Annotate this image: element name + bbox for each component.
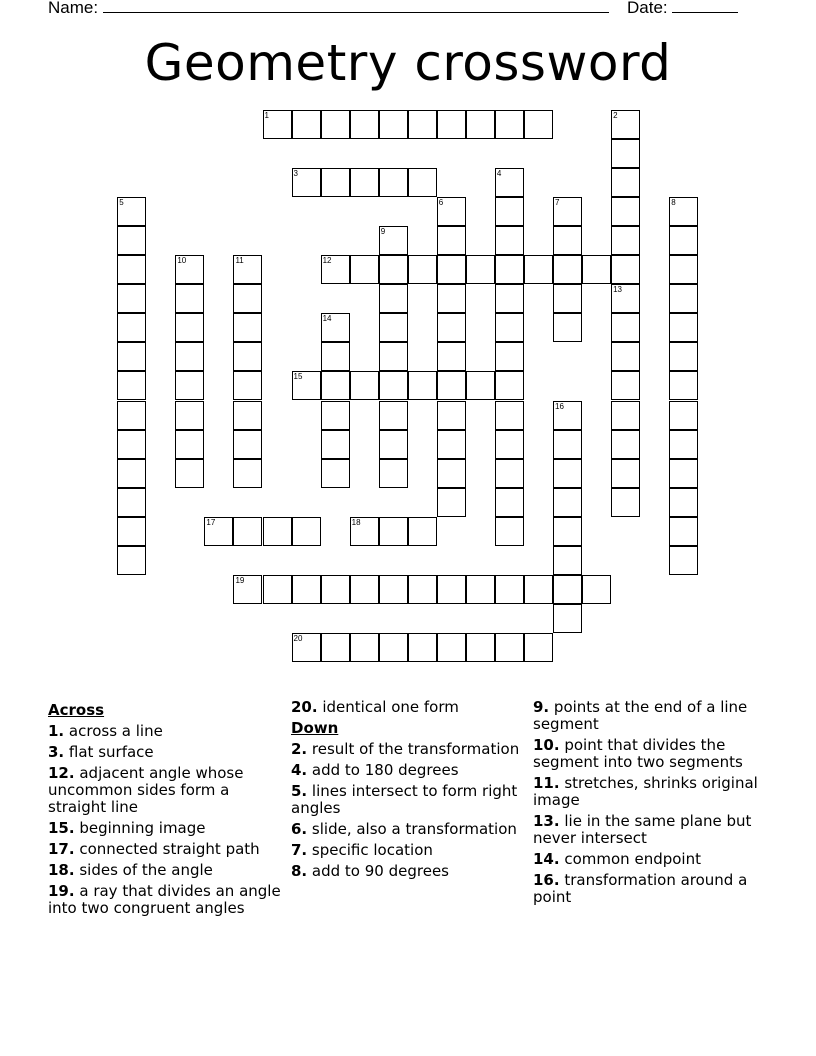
grid-cell[interactable] bbox=[379, 313, 408, 342]
grid-cell[interactable] bbox=[379, 633, 408, 662]
clue-text: specific location bbox=[311, 841, 433, 859]
grid-cell[interactable] bbox=[117, 488, 146, 517]
grid-cell[interactable] bbox=[321, 633, 350, 662]
across-clue bbox=[48, 883, 288, 917]
grid-cell[interactable] bbox=[437, 255, 466, 284]
grid-cell[interactable] bbox=[175, 342, 204, 371]
grid-cell[interactable] bbox=[611, 168, 640, 197]
down-clue bbox=[533, 813, 758, 847]
clue-number-label: 9. bbox=[533, 698, 550, 716]
clue-text: add to 90 degrees bbox=[311, 862, 449, 880]
grid-cell[interactable] bbox=[466, 255, 495, 284]
grid-cell[interactable] bbox=[321, 401, 350, 430]
grid-cell[interactable] bbox=[466, 110, 495, 139]
grid-cell[interactable] bbox=[611, 401, 640, 430]
grid-cell[interactable] bbox=[611, 255, 640, 284]
down-clue bbox=[533, 775, 758, 809]
grid-cell[interactable] bbox=[350, 371, 379, 400]
grid-cell[interactable] bbox=[553, 575, 582, 604]
clue-number: 19 bbox=[235, 575, 245, 585]
grid-cell[interactable] bbox=[321, 371, 350, 400]
grid-cell[interactable] bbox=[524, 633, 553, 662]
grid-cell[interactable] bbox=[379, 575, 408, 604]
grid-cell[interactable] bbox=[117, 313, 146, 342]
grid-cell[interactable] bbox=[524, 110, 553, 139]
grid-cell[interactable] bbox=[437, 371, 466, 400]
grid-cell[interactable] bbox=[175, 284, 204, 313]
grid-cell[interactable] bbox=[466, 633, 495, 662]
grid-cell[interactable] bbox=[292, 110, 321, 139]
clue-number-label: 19. bbox=[48, 882, 75, 900]
clue-number: 15 bbox=[293, 372, 303, 382]
grid-cell[interactable] bbox=[524, 255, 553, 284]
grid-cell[interactable] bbox=[292, 517, 321, 546]
grid-cell[interactable] bbox=[495, 284, 524, 313]
name-label: Name: bbox=[48, 0, 99, 17]
clue-number: 11 bbox=[235, 256, 244, 266]
grid-cell[interactable] bbox=[233, 313, 262, 342]
grid-cell[interactable] bbox=[350, 168, 379, 197]
grid-cell[interactable] bbox=[669, 517, 698, 546]
grid-cell[interactable] bbox=[117, 459, 146, 488]
grid-cell[interactable] bbox=[117, 401, 146, 430]
clue-number-label: 12. bbox=[48, 764, 75, 782]
grid-cell[interactable] bbox=[175, 371, 204, 400]
down-clue bbox=[291, 762, 531, 779]
clue-number: 2 bbox=[613, 111, 618, 120]
clue-number: 3 bbox=[293, 169, 298, 179]
grid-cell[interactable] bbox=[321, 110, 350, 139]
grid-cell[interactable] bbox=[437, 342, 466, 371]
grid-cell[interactable] bbox=[553, 488, 582, 517]
down-clue bbox=[533, 851, 758, 868]
clue-number-label: 2. bbox=[291, 740, 308, 758]
grid-cell[interactable] bbox=[321, 342, 350, 371]
clue-number-label: 17. bbox=[48, 840, 75, 858]
grid-cell[interactable] bbox=[669, 313, 698, 342]
clue-number-label: 20. bbox=[291, 698, 318, 716]
clue-number-label: 11. bbox=[533, 774, 560, 792]
down-clue bbox=[291, 741, 531, 758]
across-heading: Across bbox=[48, 701, 105, 719]
date-label: Date: bbox=[627, 0, 668, 17]
clue-number: 13 bbox=[613, 285, 622, 295]
grid-cell[interactable] bbox=[117, 517, 146, 546]
grid-cell[interactable] bbox=[582, 575, 611, 604]
grid-cell[interactable] bbox=[495, 226, 524, 255]
grid-cell[interactable] bbox=[437, 401, 466, 430]
clue-number-label: 16. bbox=[533, 871, 560, 889]
grid-cell[interactable] bbox=[117, 284, 146, 313]
grid-cell[interactable] bbox=[233, 401, 262, 430]
grid-cell[interactable] bbox=[611, 197, 640, 226]
grid-cell[interactable] bbox=[495, 517, 524, 546]
down-clue bbox=[533, 872, 758, 906]
clue-text: adjacent angle whose uncommon sides form a straight line bbox=[48, 764, 244, 816]
grid-cell[interactable] bbox=[669, 459, 698, 488]
clue-number-label: 14. bbox=[533, 850, 560, 868]
clue-text: a ray that divides an angle into two congruent angles bbox=[48, 882, 281, 917]
grid-cell[interactable] bbox=[495, 401, 524, 430]
clues-column-2 bbox=[291, 699, 531, 884]
grid-cell[interactable] bbox=[495, 313, 524, 342]
clue-text: lie in the same plane but never intersect bbox=[533, 812, 752, 847]
grid-cell[interactable] bbox=[495, 110, 524, 139]
clue-number: 1 bbox=[264, 111, 269, 120]
grid-cell[interactable] bbox=[175, 459, 204, 488]
clue-number: 14 bbox=[322, 314, 332, 324]
grid-cell[interactable] bbox=[321, 575, 350, 604]
across-clue bbox=[48, 862, 288, 879]
grid-cell[interactable] bbox=[553, 546, 582, 575]
grid-cell[interactable] bbox=[292, 575, 321, 604]
grid-cell[interactable] bbox=[379, 255, 408, 284]
down-clue bbox=[291, 863, 531, 880]
grid-cell[interactable] bbox=[669, 488, 698, 517]
grid-cell[interactable] bbox=[379, 459, 408, 488]
clue-text: flat surface bbox=[68, 743, 154, 761]
grid-cell[interactable] bbox=[379, 110, 408, 139]
grid-cell[interactable] bbox=[495, 430, 524, 459]
down-clue bbox=[291, 842, 531, 859]
grid-cell[interactable] bbox=[437, 430, 466, 459]
clue-number: 5 bbox=[119, 198, 124, 208]
clue-number: 6 bbox=[438, 198, 444, 208]
grid-cell[interactable] bbox=[553, 313, 582, 342]
grid-cell[interactable] bbox=[553, 459, 582, 488]
grid-cell[interactable] bbox=[669, 342, 698, 371]
clue-number-label: 15. bbox=[48, 819, 75, 837]
clue-number-label: 8. bbox=[291, 862, 308, 880]
grid-cell[interactable] bbox=[437, 633, 466, 662]
grid-cell[interactable] bbox=[611, 313, 640, 342]
clue-text: across a line bbox=[68, 722, 163, 740]
clue-number: 9 bbox=[380, 227, 386, 237]
grid-cell[interactable] bbox=[233, 459, 262, 488]
grid-cell[interactable] bbox=[379, 430, 408, 459]
grid-cell[interactable] bbox=[117, 342, 146, 371]
grid-cell[interactable] bbox=[437, 488, 466, 517]
clue-number-label: 5. bbox=[291, 782, 308, 800]
grid-cell[interactable] bbox=[437, 313, 466, 342]
clue-number: 10 bbox=[177, 256, 187, 266]
grid-cell[interactable] bbox=[495, 371, 524, 400]
clue-number-label: 3. bbox=[48, 743, 65, 761]
clue-text: slide, also a transformation bbox=[311, 820, 517, 838]
grid-cell[interactable] bbox=[408, 517, 437, 546]
grid-cell[interactable] bbox=[611, 139, 640, 168]
clue-number-label: 13. bbox=[533, 812, 560, 830]
grid-cell[interactable] bbox=[175, 401, 204, 430]
clue-number: 17 bbox=[206, 517, 216, 527]
grid-cell[interactable] bbox=[379, 371, 408, 400]
clue-text: point that divides the segment into two segments bbox=[533, 736, 743, 771]
grid-cell[interactable] bbox=[553, 255, 582, 284]
grid-cell[interactable] bbox=[117, 546, 146, 575]
clue-number: 12 bbox=[322, 256, 332, 266]
clue-text: add to 180 degrees bbox=[311, 761, 459, 779]
grid-cell[interactable] bbox=[350, 633, 379, 662]
grid-cell[interactable] bbox=[379, 517, 408, 546]
grid-cell[interactable] bbox=[437, 459, 466, 488]
grid-cell[interactable] bbox=[495, 342, 524, 371]
clue-text: transformation around a point bbox=[533, 871, 748, 906]
clue-number: 4 bbox=[496, 169, 502, 179]
grid-cell[interactable] bbox=[437, 110, 466, 139]
grid-cell[interactable] bbox=[408, 110, 437, 139]
grid-cell[interactable] bbox=[669, 226, 698, 255]
grid-cell[interactable] bbox=[379, 401, 408, 430]
clue-number-label: 10. bbox=[533, 736, 560, 754]
clue-number-label: 4. bbox=[291, 761, 308, 779]
grid-cell[interactable] bbox=[175, 313, 204, 342]
grid-cell[interactable] bbox=[669, 371, 698, 400]
across-clue bbox=[48, 744, 288, 761]
clue-number: 7 bbox=[555, 198, 560, 208]
grid-cell[interactable] bbox=[321, 168, 350, 197]
clue-text: sides of the angle bbox=[79, 861, 213, 879]
down-clue bbox=[291, 783, 531, 817]
clue-text: beginning image bbox=[79, 819, 206, 837]
grid-cell[interactable] bbox=[553, 604, 582, 633]
grid-cell[interactable] bbox=[611, 459, 640, 488]
grid-cell[interactable] bbox=[321, 459, 350, 488]
grid-cell[interactable] bbox=[582, 255, 611, 284]
grid-cell[interactable] bbox=[495, 459, 524, 488]
grid-cell[interactable] bbox=[350, 255, 379, 284]
grid-cell[interactable] bbox=[669, 546, 698, 575]
grid-cell[interactable] bbox=[379, 284, 408, 313]
clue-number: 16 bbox=[555, 401, 564, 411]
grid-cell[interactable] bbox=[408, 255, 437, 284]
clue-number: 20 bbox=[293, 633, 303, 643]
grid-cell[interactable] bbox=[117, 226, 146, 255]
clues-column-1 bbox=[48, 699, 288, 921]
grid-cell[interactable] bbox=[263, 517, 292, 546]
page-title: Geometry crossword bbox=[144, 34, 672, 92]
grid-cell[interactable] bbox=[263, 575, 292, 604]
grid-cell[interactable] bbox=[669, 284, 698, 313]
grid-cell[interactable] bbox=[233, 430, 262, 459]
grid-cell[interactable] bbox=[495, 255, 524, 284]
grid-cell[interactable] bbox=[495, 197, 524, 226]
grid-cell[interactable] bbox=[233, 517, 262, 546]
clue-number-label: 18. bbox=[48, 861, 75, 879]
clue-text: identical one form bbox=[322, 698, 459, 716]
down-clue bbox=[291, 821, 531, 838]
grid-cell[interactable] bbox=[553, 284, 582, 313]
across-clue bbox=[48, 723, 288, 740]
grid-cell[interactable] bbox=[117, 255, 146, 284]
grid-cell[interactable] bbox=[233, 342, 262, 371]
grid-cell[interactable] bbox=[408, 168, 437, 197]
grid-cell[interactable] bbox=[524, 575, 553, 604]
across-clue bbox=[48, 841, 288, 858]
grid-cell[interactable] bbox=[466, 575, 495, 604]
down-clue bbox=[533, 737, 758, 771]
grid-cell[interactable] bbox=[350, 575, 379, 604]
grid-cell[interactable] bbox=[437, 575, 466, 604]
grid-cell[interactable] bbox=[233, 284, 262, 313]
grid-cell[interactable] bbox=[553, 430, 582, 459]
grid-cell[interactable] bbox=[466, 371, 495, 400]
across-clue bbox=[48, 820, 288, 837]
grid-cell[interactable] bbox=[117, 371, 146, 400]
grid-cell[interactable] bbox=[611, 430, 640, 459]
clue-text: lines intersect to form right angles bbox=[291, 782, 518, 817]
across-clue bbox=[291, 699, 531, 716]
down-clue bbox=[533, 699, 758, 733]
clue-text: connected straight path bbox=[79, 840, 260, 858]
grid-cell[interactable] bbox=[379, 342, 408, 371]
grid-cell[interactable] bbox=[495, 633, 524, 662]
grid-cell[interactable] bbox=[553, 517, 582, 546]
clue-text: points at the end of a line segment bbox=[533, 698, 748, 733]
grid-cell[interactable] bbox=[437, 226, 466, 255]
grid-cell[interactable] bbox=[669, 430, 698, 459]
grid-cell[interactable] bbox=[117, 430, 146, 459]
grid-cell[interactable] bbox=[233, 371, 262, 400]
clue-number-label: 1. bbox=[48, 722, 65, 740]
down-heading: Down bbox=[291, 719, 339, 737]
grid-cell[interactable] bbox=[669, 255, 698, 284]
grid-cell[interactable] bbox=[611, 488, 640, 517]
clue-text: common endpoint bbox=[564, 850, 701, 868]
clue-number: 8 bbox=[671, 198, 676, 208]
clue-text: result of the transformation bbox=[311, 740, 520, 758]
across-clue bbox=[48, 765, 288, 816]
grid-cell[interactable] bbox=[437, 284, 466, 313]
grid-cell[interactable] bbox=[408, 371, 437, 400]
grid-cell[interactable] bbox=[495, 488, 524, 517]
clue-text: stretches, shrinks original image bbox=[533, 774, 758, 809]
grid-cell[interactable] bbox=[495, 575, 524, 604]
grid-cell[interactable] bbox=[379, 168, 408, 197]
grid-cell[interactable] bbox=[175, 430, 204, 459]
grid-cell[interactable] bbox=[321, 430, 350, 459]
clues-column-3 bbox=[533, 699, 758, 910]
clue-number-label: 7. bbox=[291, 841, 308, 859]
clue-number: 18 bbox=[351, 517, 361, 527]
grid-cell[interactable] bbox=[611, 342, 640, 371]
grid-cell[interactable] bbox=[553, 226, 582, 255]
grid-cell[interactable] bbox=[350, 110, 379, 139]
grid-cell[interactable] bbox=[669, 401, 698, 430]
grid-cell[interactable] bbox=[408, 575, 437, 604]
clue-number-label: 6. bbox=[291, 820, 308, 838]
grid-cell[interactable] bbox=[611, 226, 640, 255]
grid-cell[interactable] bbox=[408, 633, 437, 662]
grid-cell[interactable] bbox=[611, 371, 640, 400]
